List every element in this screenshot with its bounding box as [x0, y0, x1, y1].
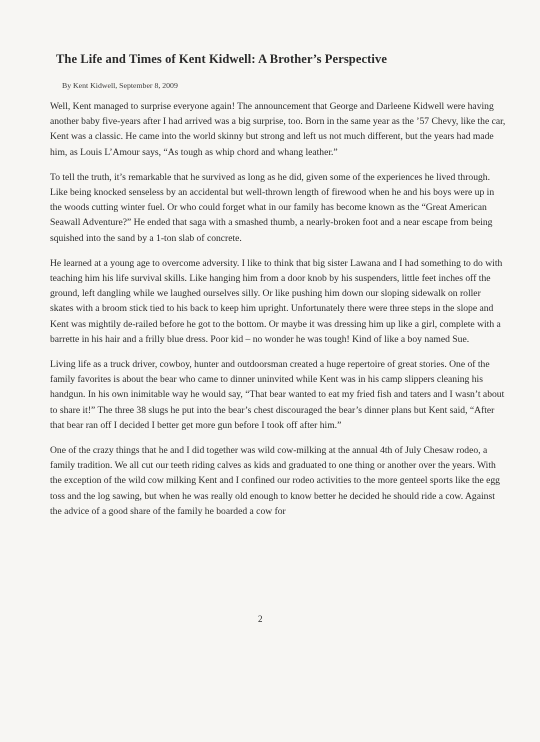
page-number: 2 [258, 614, 263, 624]
paragraph-5: One of the crazy things that he and I did together was wild cow-milking at the annual 4th of July Chesaw rodeo, a family tradition. We all cut our teeth riding calves as kids and graduated to one thing or another over the years. With the exception of the wild cow milking Kent and I confined our rodeo activities to the more genteel sports like the egg toss and the log sawing, but when he was really old enough to know better he decided he should ride a cow. Against the advice of a good share of the family he boarded a cow for [50, 445, 500, 517]
paragraph-2: To tell the truth, it’s remarkable that he survived as long as he did, given some of the experiences he lived through. Like being knocked senseless by an accidental but well-thrown length of firewood when he and his boys were up in the woods cutting winter fuel. Or who could forget what in our family has become known as the “Great American Seawall Adventure?” He ended that saga with a smashed thumb, a nearly-broken foot and a near escape from being squished into the sand by a 1-ton slab of concrete. [50, 171, 495, 244]
document-title: The Life and Times of Kent Kidwell: A Brother’s Perspective [56, 52, 387, 66]
paragraph-4: Living life as a truck driver, cowboy, hunter and outdoorsman created a huge repertoire of great stories. One of the family favorites is about the bear who came to dinner uninvited while Kent was in his camp slippers cleaning his handgun. In his own inimitable way he would say, “That bear wanted to eat my fried fish and taters and I wasn’t about to share it!” The three 38 slugs he put into the bear’s chest discouraged the bear’s dinner plans but Kent said, “After that bear ran off I decided I better get more gun before I took off after him.” [50, 359, 505, 431]
paragraph-1: Well, Kent managed to surprise everyone again! The announcement that George and Darleene Kidwell were having another baby five-years after I had arrived was a big surprise, too. Born in the same year as the ’57 Chevy, like the car, Kent was a classic. He came into the world skinny but strong and left us not much different, but the years had made him, as Louis L’Amour says, “As tough as whip chord and whang leather.” [50, 101, 506, 158]
paragraph-3: He learned at a young age to overcome adversity. I like to think that big sister Lawana and I had something to do with teaching him his life survival skills. Like hanging him from a door knob by his suspenders, little feet inches off the ground, left dangling while we laughed ourselves silly. Or like pushing him down our sloping sidewalk on roller skates with a broom stick tied to his back to keep him upright. Unfortunately there were three steps in the slope and Kent was mightily de-railed before he got to the bottom. Or maybe it was dressing him up like a girl, complete with a barrette in his hair and a frilly blue dress. Poor kid – no wonder he was tough! Kind of like a boy named Sue. [50, 257, 503, 345]
document-byline: By Kent Kidwell, September 8, 2009 [62, 81, 178, 90]
